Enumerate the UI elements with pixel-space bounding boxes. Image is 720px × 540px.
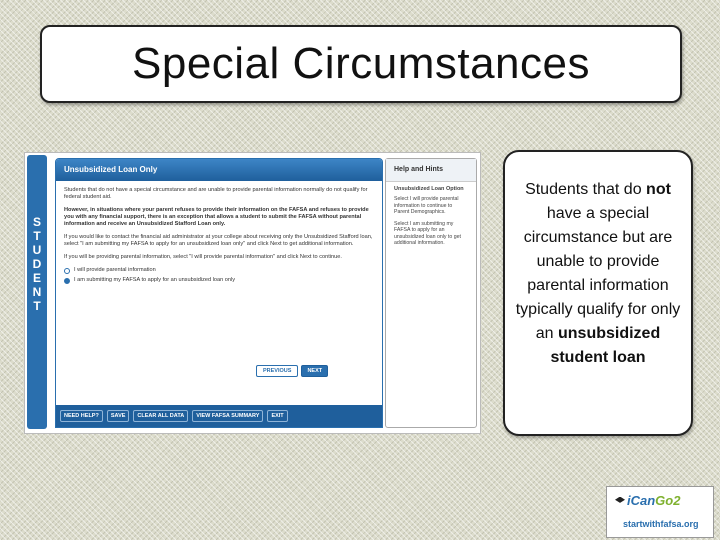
nav-buttons xyxy=(256,365,328,377)
help-hints-panel xyxy=(385,158,477,428)
logo-url: startwithfafsa.org xyxy=(623,519,699,529)
graduation-cap-icon xyxy=(615,497,625,505)
option-parental-info[interactable] xyxy=(64,267,374,274)
logo-mark xyxy=(615,493,680,508)
panel-body xyxy=(56,181,382,293)
view-fafsa-summary-button[interactable]: VIEW FAFSA SUMMARY xyxy=(192,410,263,422)
next-button[interactable]: NEXT xyxy=(301,365,328,377)
icango2-logo xyxy=(606,486,714,538)
letter: D xyxy=(32,257,42,271)
letter: N xyxy=(32,285,42,299)
panel-paragraph: Students that do not have a special circumstance and are unable to provide parental information normally do not qualify for federal student aid. xyxy=(64,187,368,200)
callout-emphasis-loan: unsubsidized student loan xyxy=(550,325,661,366)
clear-all-data-button[interactable]: CLEAR ALL DATA xyxy=(133,410,188,422)
hints-paragraph: Select I will provide parental information to continue to Parent Demographics. xyxy=(394,196,459,215)
student-letters xyxy=(27,215,47,313)
option-label: I will provide parental information xyxy=(74,267,156,273)
fafsa-screenshot xyxy=(24,152,481,434)
callout-text: Students that do xyxy=(525,181,647,198)
logo-wordmark xyxy=(627,493,680,508)
radio-selected-icon[interactable] xyxy=(64,278,70,284)
option-label: I am submitting my FAFSA to apply for an unsubsidized loan only xyxy=(74,277,236,283)
letter: U xyxy=(32,243,42,257)
callout-box xyxy=(503,150,693,436)
callout-emphasis-not: not xyxy=(646,181,671,198)
letter: T xyxy=(33,229,41,243)
letter: T xyxy=(33,299,41,313)
hints-body xyxy=(386,194,476,254)
need-help-button[interactable]: NEED HELP? xyxy=(60,410,103,422)
logo-word-b: Go2 xyxy=(655,493,681,508)
bottom-toolbar xyxy=(56,405,382,427)
letter: S xyxy=(32,215,41,229)
hints-title: Help and Hints xyxy=(386,159,476,182)
save-button[interactable]: SAVE xyxy=(107,410,130,422)
hints-paragraph: Select I am submitting my FAFSA to apply for an unsubsidized loan only to get additional information. xyxy=(394,220,461,246)
panel-paragraph: If you will be providing parental information, select "I will provide parental information" and click Next to continue. xyxy=(64,254,342,260)
panel-paragraph: If you would like to contact the financial aid administrator at your college about receiving only the Unsubsidized Stafford loan, select "I am submitting my FAFSA to apply for an unsubsidized loan only" and click Next to get additional information. xyxy=(64,234,373,247)
option-unsubsidized-only[interactable] xyxy=(64,277,374,284)
loan-panel xyxy=(55,158,383,428)
exit-button[interactable]: EXIT xyxy=(267,410,287,422)
student-section-bar xyxy=(27,155,47,429)
slide-title: Special Circumstances xyxy=(132,39,590,88)
previous-button[interactable]: PREVIOUS xyxy=(256,365,298,377)
letter: E xyxy=(32,271,41,285)
callout-text: have a special circumstance but are unable to provide parental information typically qualify for only an xyxy=(515,205,681,342)
radio-icon[interactable] xyxy=(64,268,70,274)
panel-paragraph: However, in situations where your parent refuses to provide their information on the FAFSA and refuses to provide you with any financial support, there is an exception that allows a student to submit the FAFSA without parental information and receive an Unsubsidized Stafford Loan only. xyxy=(64,207,369,227)
logo-word-a: iCan xyxy=(627,493,656,508)
panel-title: Unsubsidized Loan Only xyxy=(56,159,382,181)
slide-title-box xyxy=(40,25,682,103)
hints-subtitle: Unsubsidized Loan Option xyxy=(394,186,464,192)
